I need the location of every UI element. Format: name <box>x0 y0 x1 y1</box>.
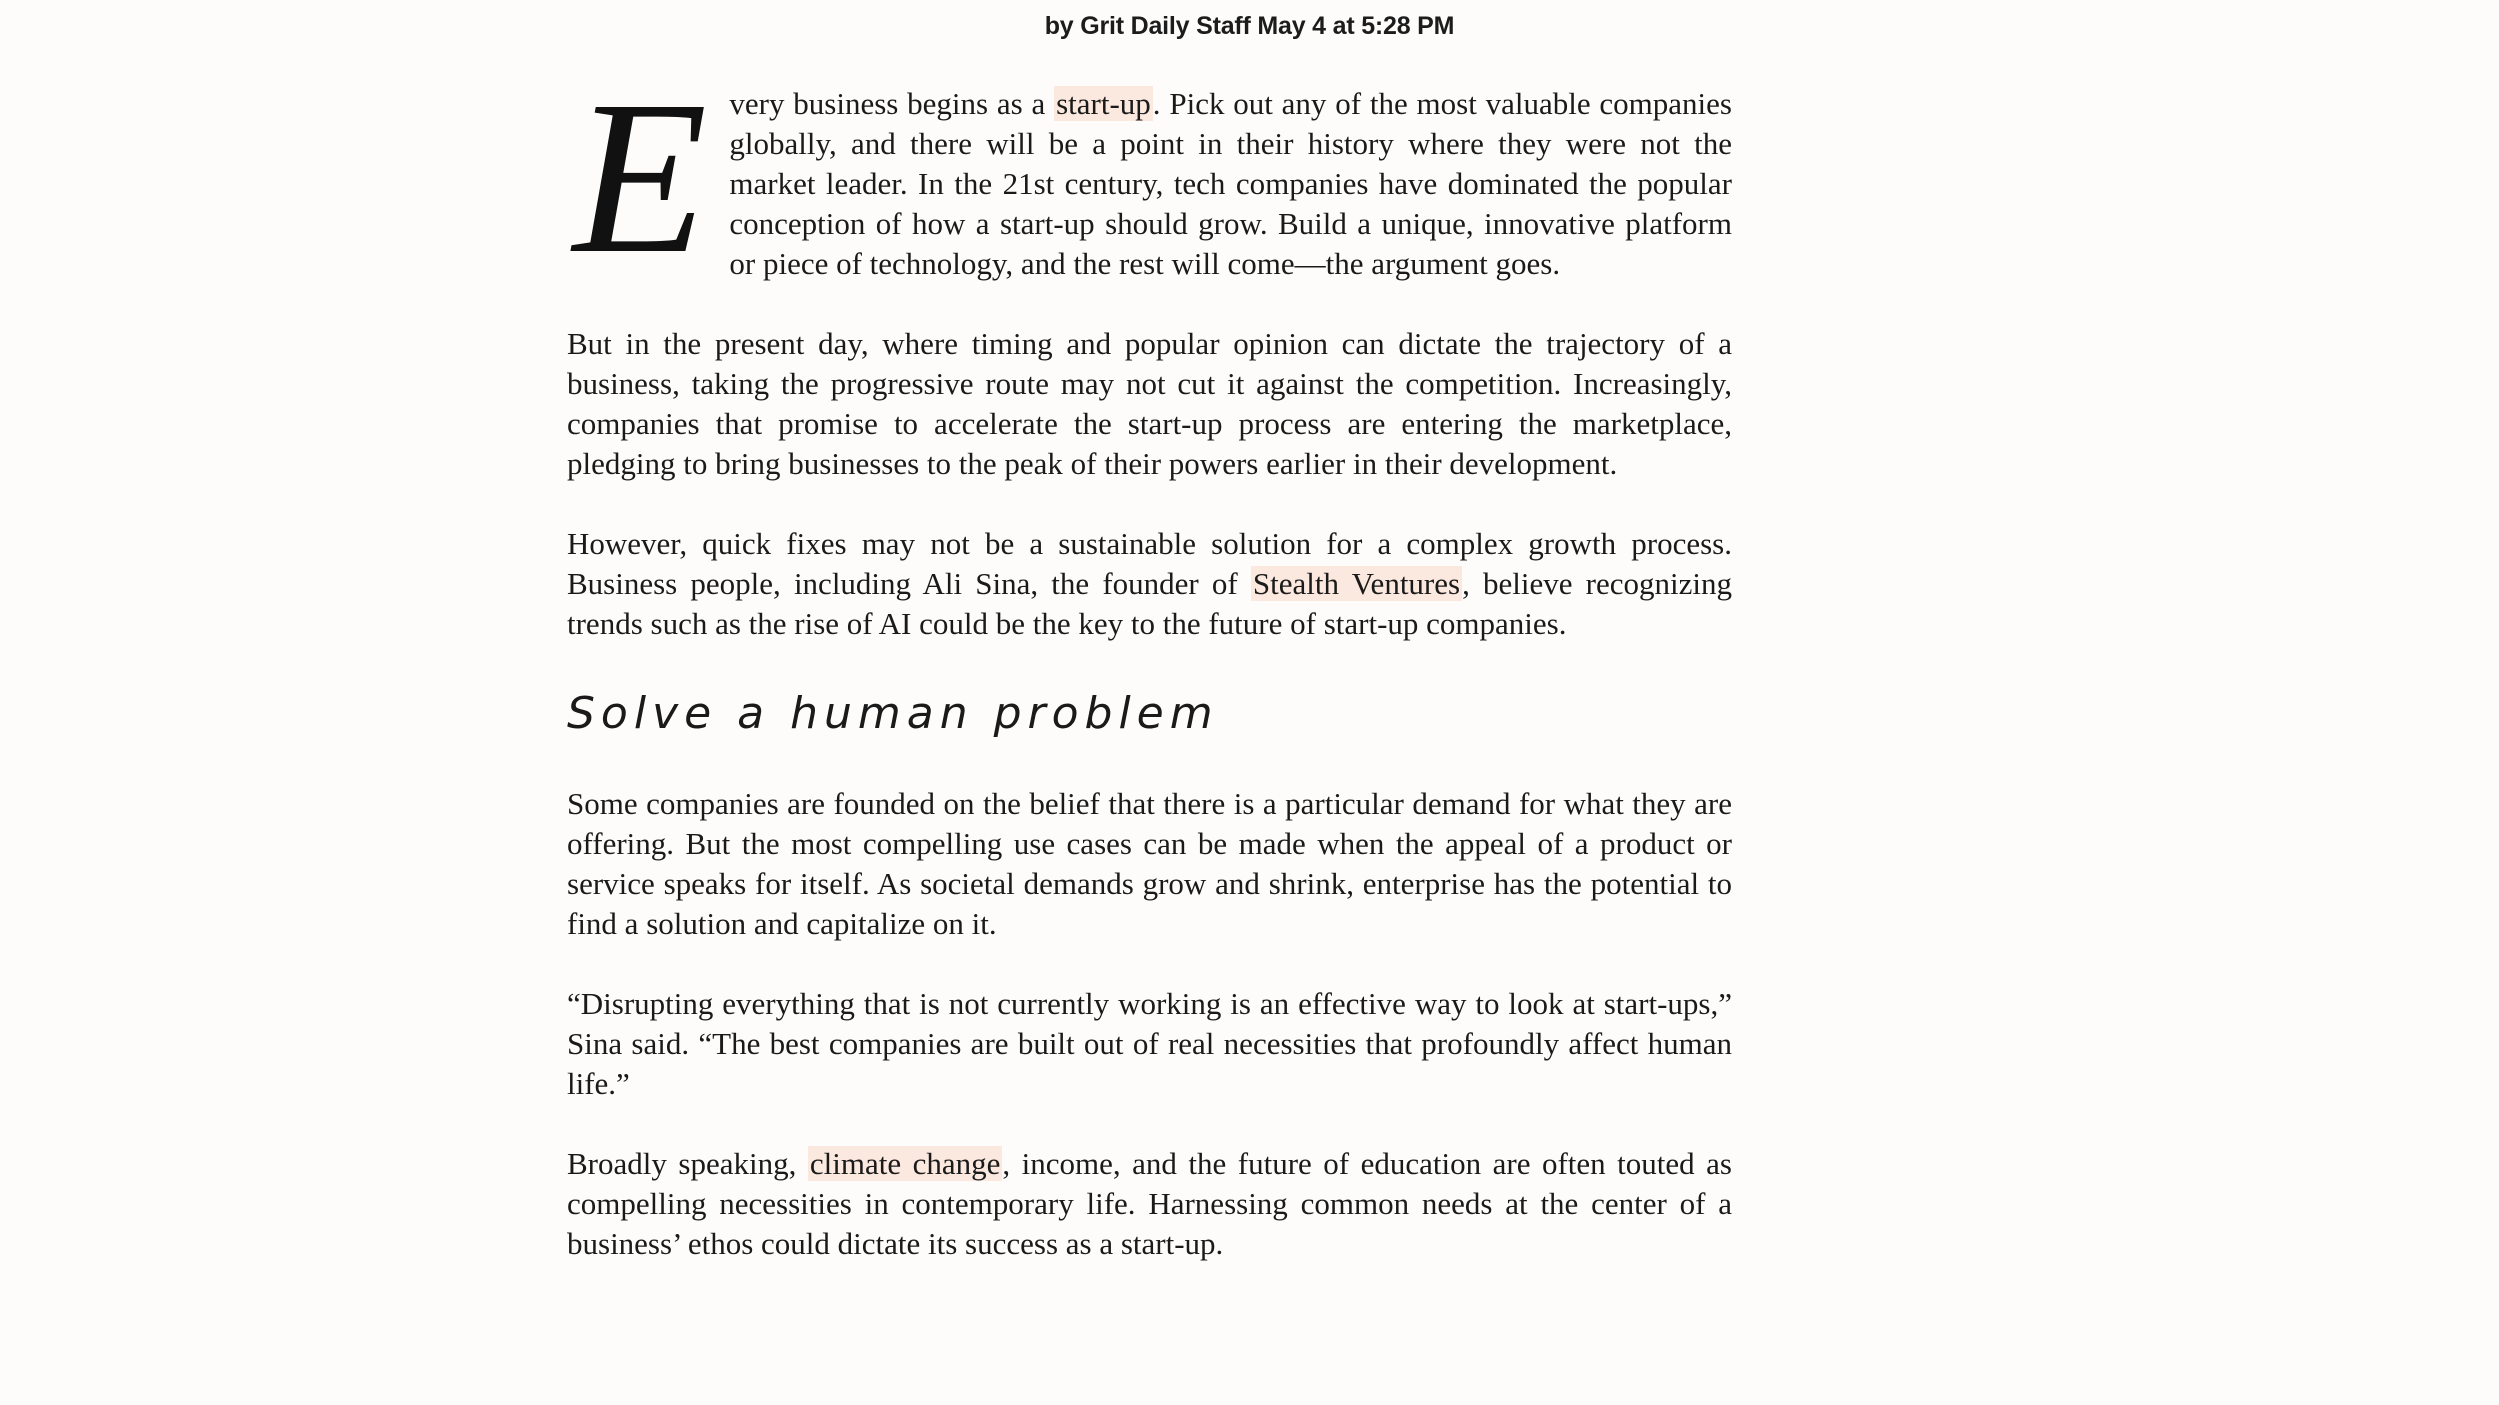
stealth-ventures-link[interactable]: Stealth Ventures <box>1252 566 1461 601</box>
climate-change-link[interactable]: climate change <box>809 1146 1001 1181</box>
intro-paragraph <box>567 55 1732 299</box>
intro-text-end: . Pick out any of the most valuable companies globally, and there will be a point in their history where they were not the market leader. In the 21st century, tech companies have dominated the popular conception of how a start-up should grow. Build a unique, innovative platform or piece of technology, and the rest will come—the argument goes. <box>729 86 1732 281</box>
paragraph-quick-fixes <box>567 524 1732 644</box>
paragraph-demand: Some companies are founded on the belief that there is a particular demand for what they are offering. But the most compelling use cases can be made when the appeal of a product or service speaks for itself. As societal demands grow and shrink, enterprise has the potential to find a solution and capitalize on it. <box>567 786 1732 941</box>
necessities-text-end: , income, and the future of education are often touted as compelling necessities in contemporary life. Harnessing common needs at the center of a business’ ethos could dictate its success as a start-up. <box>567 1146 1732 1261</box>
start-up-link[interactable]: start-up <box>1056 86 1151 121</box>
paragraph-present-day: But in the present day, where timing and popular opinion can dictate the trajectory of a business, taking the progressive route may not cut it against the competition. Increasingly, companies that promise to accelerate the start-up process are entering the marketplace, pledging to bring businesses to the peak of their powers earlier in their development. <box>567 326 1732 481</box>
paragraph-quote: “Disrupting everything that is not currently working is an effective way to look at start-ups,” Sina said. “The best companies are built out of real necessities that profoundly affect human life.” <box>567 986 1732 1101</box>
necessities-text-start: Broadly speaking, <box>567 1146 808 1181</box>
section-heading: Solve a human problem <box>567 688 1219 739</box>
quick-fixes-text-start: However, quick fixes may not be a sustainable solution for a complex growth process. Business people, including Ali Sina, the founder of <box>567 526 1732 601</box>
paragraph-necessities <box>567 1144 1732 1264</box>
quick-fixes-text-end: , believe recognizing trends such as the rise of AI could be the key to the future of start-up companies. <box>567 566 1732 641</box>
article-body <box>567 55 1732 1304</box>
intro-text-start: very business begins as a <box>729 86 1055 121</box>
drop-cap: E <box>573 55 708 299</box>
byline: by Grit Daily Staff May 4 at 5:28 PM <box>1044 12 1455 40</box>
